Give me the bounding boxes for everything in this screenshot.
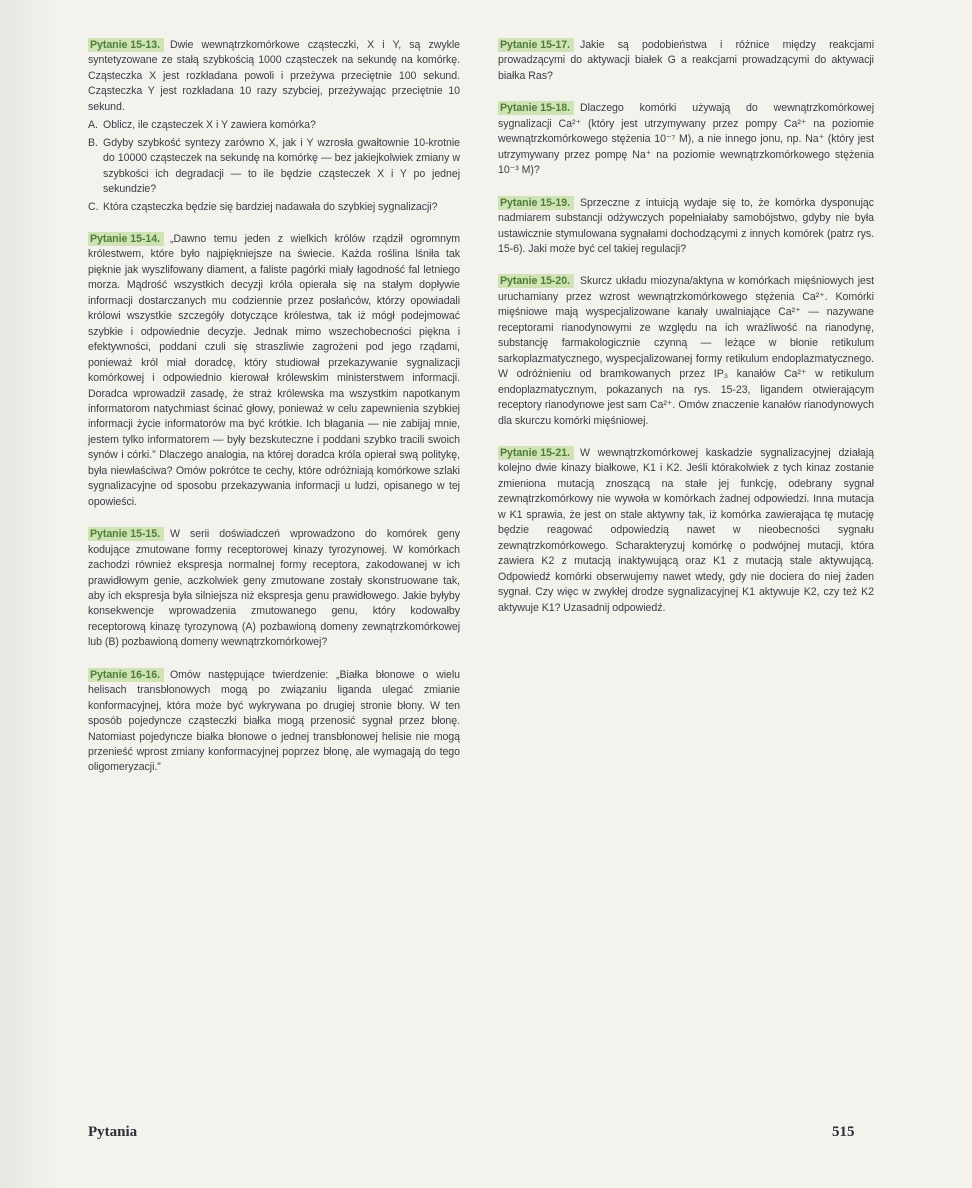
footer-section-title: Pytania — [88, 1124, 138, 1140]
question-label: Pytanie 15-19. — [498, 196, 574, 210]
option-letter: B. — [88, 136, 98, 149]
question-paragraph — [498, 274, 874, 429]
question-text: Dlaczego komórki używają do wewnątrzkomórkowej sygnalizacji Ca²⁺ (który jest utrzymywany przez pompy Ca²⁺ na poziomie wewnątrzkomórkowego stężenia 10⁻⁷ M), a nie innego jonu, np. Na⁺ (który jest utrzymywany przez pompę Na⁺ na poziomie wewnątrzkomórkowego stężenia 10⁻³ M)? — [498, 102, 874, 177]
question-label: Pytanie 15-20. — [498, 274, 574, 288]
question-15-21 — [498, 446, 874, 616]
option-list — [88, 118, 460, 215]
left-column — [88, 38, 460, 793]
question-15-18 — [498, 101, 874, 178]
option-text: Która cząsteczka będzie się bardziej nadawała do szybkiej sygnalizacji? — [103, 200, 438, 213]
option-item — [88, 136, 460, 198]
option-letter: A. — [88, 119, 98, 132]
question-text: Sprzeczne z intuicją wydaje się to, że komórka dysponując nadmiarem substancji odżywczych popełniałaby samobójstwo, gdyby nie była ustawicznie stymulowana sygnałami dochodzącymi z innych komórek (patrz rys. 15-6). Jaki może być cel takiej regulacji? — [498, 196, 874, 255]
question-15-14 — [88, 232, 460, 510]
option-letter: C. — [88, 200, 99, 213]
option-text: Oblicz, ile cząsteczek X i Y zawiera komórka? — [103, 119, 316, 132]
question-15-19 — [498, 196, 874, 258]
question-label: Pytanie 15-21. — [498, 446, 574, 460]
question-text: Omów następujące twierdzenie: „Białka błonowe o wielu helisach transbłonowych mogą po związaniu liganda ulegać zmianie konformacyjnej, która może być wykrywana po drugiej stronie błony. W ten sposób pojedyncze cząsteczki białka mogą przenosić sygnał przez błonę. Natomiast pojedyncze białka błonowe o jednej transbłonowej helisie nie mogą przenieść wprost zmiany konformacyjnej poprzez błonę, ale wymagają do tego oligomeryzacji.” — [88, 668, 460, 774]
question-paragraph — [498, 101, 874, 178]
question-paragraph — [498, 196, 874, 258]
question-label: Pytanie 15-14. — [88, 232, 164, 246]
question-label: Pytanie 15-15. — [88, 527, 164, 541]
question-text: Dwie wewnątrzkomórkowe cząsteczki, X i Y, są zwykle syntetyzowane ze stałą szybkością 1000 cząsteczek na sekundę na komórkę. Cząsteczka X jest rozkładana powoli i przeżywa przeciętnie 100 sekund. Cząsteczka Y jest rozkładana 10 razy szybciej, przeżywając przeciętnie 10 sekund. — [88, 39, 460, 113]
option-item — [88, 118, 460, 133]
question-label: Pytanie 15-17. — [498, 38, 574, 52]
question-paragraph — [88, 668, 460, 776]
right-column — [498, 38, 874, 633]
question-text: „Dawno temu jeden z wielkich królów rządził ogromnym królestwem, które było najpiękniejsze na świecie. Każda roślina lśniła tak pięknie jak wyszlifowany diament, a faliste pagórki miały łagodność fal letniego morza. Mądrość wszystkich decyzji króla opierała się na stałym dopływie informacji dostarczanych mu codziennie przez posłańców, którzy opowiadali królowi wszystkie szczegóły dotyczące królestwa, tak iż mógł podejmować szybkie i odpowiednie decyzje. Jednak mimo wszechobecności piękna i efektywności, poddani czuli się straszliwie zagrożeni pod jego rządami, ponieważ król miał doradcę, który studiował przekazywanie sygnalizacji komórkowej i odpowiednio kierował królewskim ministerstwem informacji. Doradca wprowadził zasadę, że straż królewska ma wszystkim napotkanym informatorom natychmiast ścinać głowy, ponieważ w celu zapewnienia szybkiej informacji życie informatorów ma być krótkie. Ich błagania — nie zabijaj mnie, jestem tylko informatorem — były bezskuteczne i poddani szybko tracili swoich synów i córki.” Dlaczego analogia, na której doradca króla opierał swą politykę, była niewłaściwa? Omów pokrótce te cechy, które odróżniają komórkowe szlaki sygnalizacyjne od sposobu przekazywania informacji u ludzi, opisanego w tej opowieści. — [88, 232, 460, 508]
question-text: W serii doświadczeń wprowadzono do komórek geny kodujące zmutowane formy receptorowej kinazy tyrozynowej. W komórkach zachodzi również ekspresja normalnej formy receptora, zakodowanej w ich prawidłowym genie, aczkolwiek geny zmutowane zostały skonstruowane tak, aby ich ekspresja była silniejsza niż ekspresja genu prawidłowego. Jakie byłyby konsekwencje wprowadzenia zmutowanego genu, który kodowałby receptorową kinazę tyrozynową (A) pozbawioną domeny zewnątrzkomórkowej lub (B) pozbawioną domeny wewnątrzkomórkowej? — [88, 528, 460, 649]
question-text: Jakie są podobieństwa i różnice między reakcjami prowadzącymi do aktywacji białek G a reakcjami prowadzącymi do aktywacji białka Ras? — [498, 39, 874, 82]
option-text: Gdyby szybkość syntezy zarówno X, jak i Y wzrosła gwałtownie 10-krotnie do 10000 cząsteczek na sekundę na komórkę — bez jakiejkolwiek zmiany w szybkości ich degradacji — to ile będzie cząsteczek X i Y po jednej sekundzie? — [103, 136, 460, 196]
question-paragraph — [88, 38, 460, 115]
question-15-17 — [498, 38, 874, 84]
scan-edge-shadow — [0, 0, 60, 1188]
question-15-13 — [88, 38, 460, 215]
question-text: W wewnątrzkomórkowej kaskadzie sygnalizacyjnej działają kolejno dwie kinazy białkowe, K1 i K2. Jeśli którakolwiek z tych kinaz zostanie zmieniona mutacją znoszącą na stałe jej funkcję, odebrany sygnał zewnątrzkomórkowy nie wywoła w komórkach żadnej odpowiedzi. Inna mutacja w K1 sprawia, że jest on stale aktywny tak, iż komórka zawierająca tę mutację będzie reagować odpowiedzią nawet w nieobecności sygnału zewnątrzkomórkowego. Scharakteryzuj komórkę o podwójnej mutacji, która zawiera K2 z mutacją inaktywującą oraz K1 z mutacją stale aktywującą. Odpowiedź komórki obserwujemy nawet wtedy, gdy nie dociera do niej żaden sygnał. Czy więc w zwykłej drodze sygnalizacyjnej K1 aktywuje K2, czy też K2 aktywuje K1? Uzasadnij odpowiedź. — [498, 446, 874, 614]
question-paragraph — [88, 232, 460, 510]
question-16-16 — [88, 668, 460, 776]
question-paragraph — [498, 38, 874, 84]
footer-page-number: 515 — [832, 1124, 855, 1140]
question-label: Pytanie 15-13. — [88, 38, 164, 52]
question-label: Pytanie 16-16. — [88, 668, 164, 682]
question-text: Skurcz układu miozyna/aktyna w komórkach mięśniowych jest uruchamiany przez wzrost wewnątrzkomórkowego stężenia Ca²⁺. Komórki mięśniowe mają wyspecjalizowane kanały uwalniające Ca²⁺ — nazywane receptorami rianodynowymi ze względu na ich wrażliwość na rianodynę, substancję farmakologicznie czynną — leżące w błonie retikulum sarkoplazmatycznego, wyspecjalizowanej formy retikulum endoplazmatycznego. W odróżnieniu od bramkowanych przez IP₃ kanałów Ca²⁺ w retikulum endoplazmatycznym, pokazanych na rys. 15-23, ligandem otwierającym receptory rianodynowe jest sam Ca²⁺. Omów znaczenie kanałów rianodynowych dla skurczu komórki mięśniowej. — [498, 275, 874, 427]
question-15-15 — [88, 527, 460, 651]
question-15-20 — [498, 274, 874, 429]
question-paragraph — [88, 527, 460, 651]
question-paragraph — [498, 446, 874, 616]
option-item — [88, 200, 460, 215]
question-label: Pytanie 15-18. — [498, 101, 574, 115]
